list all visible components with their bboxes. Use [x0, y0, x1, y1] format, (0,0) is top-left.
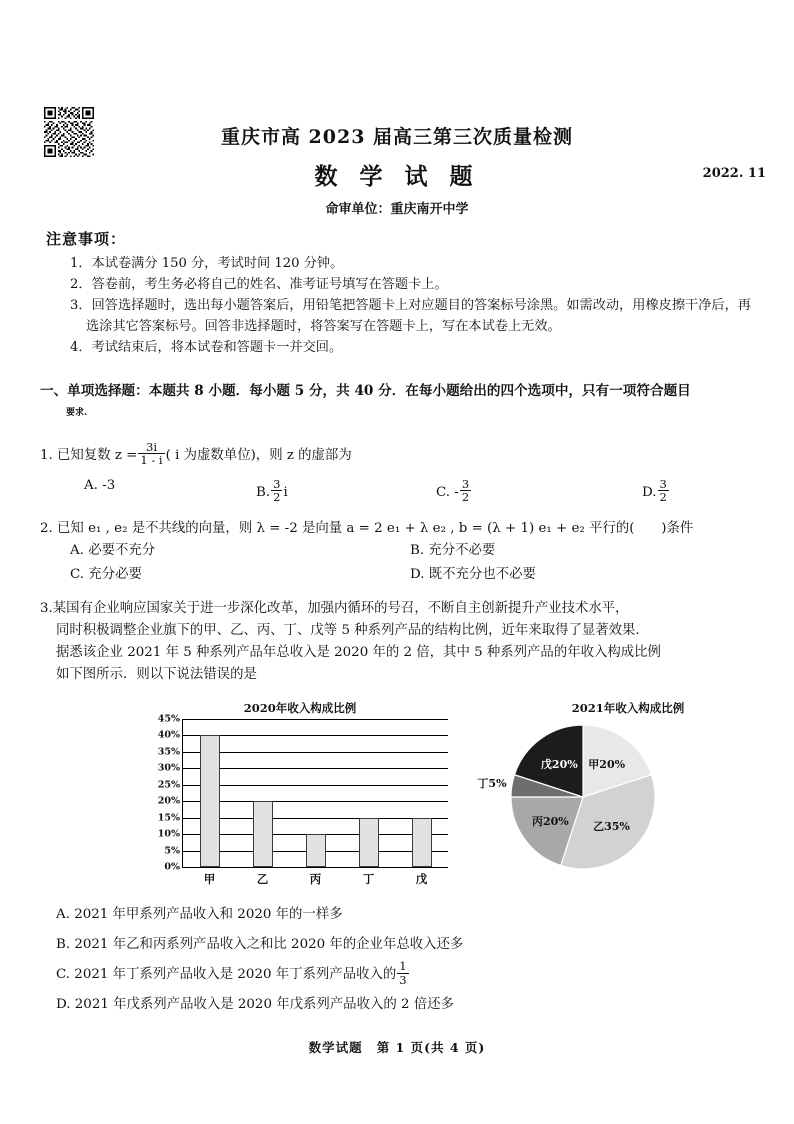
fraction-numerator: 3: [461, 477, 470, 491]
notice-item-3: 3．回答选择题时，选出每小题答案后，用铅笔把答题卡上对应题目的答案标号涂黑。如需改动，用橡皮擦干净后，再选涂其它答案标号。回答非选择题时，将答案写在答题卡上，写在本试卷上无效。: [70, 298, 751, 334]
gridline: [183, 735, 448, 736]
bar: [306, 834, 326, 867]
notice-item-2: 2．答卷前，考生务必将自己的姓名、准考证号填写在答题卡上。: [70, 277, 448, 292]
bar: [253, 801, 273, 867]
question-3: [40, 598, 770, 686]
y-axis-tick-label: 10%: [157, 828, 180, 840]
question-1-fraction: [138, 441, 164, 467]
y-axis-tick-label: 30%: [157, 762, 180, 774]
section-heading-line1: 一、单项选择题：本题共 8 小题．每小题 5 分，共 40 分．在每小题给出的四个选项中，只有一项符合题目: [40, 383, 691, 399]
option-d-tag: D.: [56, 997, 71, 1012]
bar: [200, 735, 220, 867]
pie-chart-2021: [477, 700, 768, 879]
gridline: [183, 818, 448, 819]
question-3-option-b[interactable]: [56, 930, 756, 960]
option-d-value: 2021 年戊系列产品收入是 2020 年戊系列产品收入的 2 倍还多: [74, 997, 454, 1012]
fraction-denominator: 2: [273, 490, 281, 505]
option-c-tag: C.: [56, 967, 71, 982]
question-2-number: 2.: [40, 521, 53, 536]
option-c-value: 充分必要: [88, 567, 142, 582]
y-axis-tick-label: 0%: [164, 861, 180, 873]
page-footer: [0, 1038, 794, 1056]
pie-chart-title: 2021年收入构成比例: [571, 701, 685, 715]
gridline: [183, 719, 448, 720]
option-b-value: 2021 年乙和丙系列产品收入之和比 2020 年的企业年总收入还多: [74, 937, 464, 952]
y-axis-tick-label: 45%: [157, 713, 180, 725]
question-1-option-a[interactable]: [84, 478, 115, 493]
option-a-tag: A.: [84, 478, 98, 493]
y-axis-tick-label: 5%: [164, 845, 180, 857]
y-axis-tick-label: 25%: [157, 779, 180, 791]
bar: [359, 818, 379, 867]
option-a-tag: A.: [56, 907, 70, 922]
x-axis-tick-label: 戊: [415, 872, 428, 886]
question-3-options: [56, 900, 756, 1020]
subject-title: 数 学 试 题: [314, 163, 480, 190]
question-3-number: 3.: [40, 601, 53, 616]
x-axis-tick-label: 乙: [256, 872, 269, 886]
pie-slice-label: 戊20%: [540, 758, 578, 772]
section-heading: [40, 380, 756, 424]
option-c-fraction: [460, 478, 471, 504]
option-c-fraction: [397, 960, 408, 986]
fraction-numerator: 3: [273, 477, 281, 491]
gridline: [183, 785, 448, 786]
y-axis-tick-label: 40%: [157, 729, 180, 741]
pie-slice-label: 丙20%: [531, 814, 569, 828]
gridline: [183, 752, 448, 753]
pie-slice-label: 乙35%: [593, 819, 630, 833]
option-c-prefix: -: [454, 484, 459, 500]
y-axis-tick-label: 20%: [157, 795, 180, 807]
pie-svg: [488, 719, 768, 879]
x-axis-tick-label: 丁: [362, 872, 375, 886]
question-3-line-3: 据悉该企业 2021 年 5 种系列产品年总收入是 2020 年的 2 倍，其中 5 种系列产品的年收入构成比例: [56, 645, 661, 660]
fraction-numerator: 1: [399, 959, 407, 974]
notice-item-4: 4．考试结束后，将本试卷和答题卡一并交回。: [70, 340, 343, 355]
exam-date: 2022. 11: [702, 166, 766, 181]
question-1: [40, 441, 756, 467]
option-b-fraction: [271, 478, 282, 504]
x-axis-tick-label: 丙: [309, 872, 322, 886]
notice-title: 注意事项：: [46, 230, 127, 248]
y-axis-tick-label: 15%: [157, 812, 180, 824]
option-c-value: 2021 年丁系列产品收入是 2020 年丁系列产品收入的: [74, 967, 397, 982]
pie-slice-label: 丁5%: [477, 776, 507, 790]
option-d-tag: D.: [642, 484, 657, 500]
question-1-number: 1.: [40, 447, 53, 463]
x-axis-tick-label: 甲: [203, 872, 216, 886]
option-d-tag: D.: [410, 567, 425, 582]
option-b-tag: B.: [410, 543, 425, 558]
bar-chart-2020: [140, 700, 460, 886]
option-c-tag: C.: [70, 567, 85, 582]
option-a-value: -3: [102, 478, 116, 493]
fraction-numerator: 3: [659, 477, 667, 491]
question-2-stem: 已知 e₁ , e₂ 是不共线的向量，则 λ = -2 是向量 a = 2 e₁ + λ e₂ , b = (λ + 1) e₁ + e₂ 平行的( )条件: [57, 521, 694, 536]
option-b-tag: B.: [256, 484, 271, 500]
bar-chart-title: 2020年收入构成比例: [243, 701, 357, 715]
section-heading-line2: 要求.: [66, 408, 88, 418]
pie-slice-label: 甲20%: [588, 758, 626, 772]
pie-chart-plot-area: [477, 719, 768, 879]
fraction-denominator: 2: [461, 490, 470, 505]
question-1-option-b[interactable]: [256, 478, 288, 504]
fraction-denominator: 1 - i: [140, 453, 163, 468]
issuer-line: 命审单位：重庆南开中学: [325, 202, 469, 217]
question-1-option-d[interactable]: [642, 478, 670, 504]
y-axis-tick-label: 35%: [157, 746, 180, 758]
notice-block: [46, 228, 752, 358]
question-3-option-c[interactable]: [56, 960, 756, 990]
option-a-value: 2021 年甲系列产品收入和 2020 年的一样多: [74, 907, 343, 922]
gridline: [183, 768, 448, 769]
question-3-line-1: 某国有企业响应国家关于进一步深化改革，加强内循环的号召，不断自主创新提升产业技术水平，: [52, 601, 629, 616]
question-3-option-a[interactable]: [56, 900, 756, 930]
option-b-value: 充分不必要: [428, 543, 496, 558]
question-2-option-d[interactable]: [410, 563, 536, 582]
fraction-numerator: 3i: [146, 440, 157, 454]
question-2-option-a[interactable]: [70, 539, 155, 558]
footer-page-number: 第 1 页(共 4 页): [376, 1040, 486, 1055]
page-title: 重庆市高 2023 届高三第三次质量检测: [220, 126, 574, 148]
option-b-suffix: i: [283, 484, 288, 500]
footer-subject: 数学试题: [308, 1040, 363, 1055]
bar: [412, 818, 432, 867]
bar-chart-plot-area: [157, 713, 448, 886]
question-1-stem-post: ( i 为虚数单位)，则 z 的虚部为: [165, 447, 352, 463]
option-d-value: 既不充分也不必要: [428, 567, 536, 582]
question-2-option-c[interactable]: [70, 563, 142, 582]
option-c-tag: C.: [436, 484, 451, 500]
question-3-option-d[interactable]: [56, 990, 756, 1020]
question-3-line-2: 同时积极调整企业旗下的甲、乙、丙、丁、戊等 5 种系列产品的结构比例，近年来取得了显著效果.: [56, 623, 640, 638]
question-3-line-4: 如下图所示．则以下说法错误的是: [56, 667, 257, 682]
question-2: [40, 518, 770, 540]
question-1-option-c[interactable]: [436, 478, 472, 504]
fraction-denominator: 3: [399, 972, 407, 987]
question-2-option-b[interactable]: [410, 539, 495, 558]
fraction-denominator: 2: [659, 490, 667, 505]
question-1-stem-pre: 已知复数 z =: [57, 447, 138, 463]
gridline: [183, 801, 448, 802]
notice-item-1: 1．本试卷满分 150 分，考试时间 120 分钟。: [70, 256, 344, 271]
option-d-fraction: [658, 478, 669, 504]
option-b-tag: B.: [56, 937, 71, 952]
option-a-tag: A.: [70, 543, 84, 558]
option-a-value: 必要不充分: [88, 543, 156, 558]
